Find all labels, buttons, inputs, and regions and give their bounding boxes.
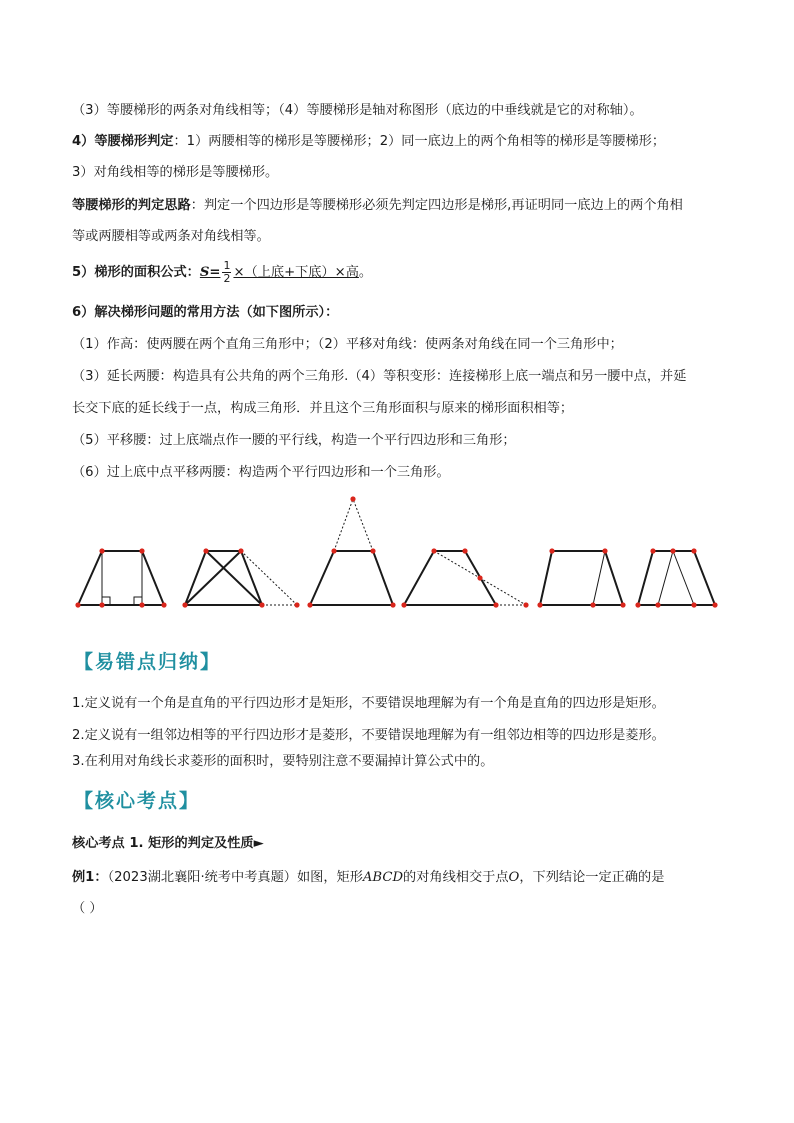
error-point-3: 3.在利用对角线长求菱形的面积时，要特别注意不要漏掉计算公式中的。	[72, 754, 494, 769]
fig-translate-leg	[540, 551, 623, 605]
fig-heights	[78, 551, 164, 605]
error-points-heading: 【易错点归纳】	[74, 651, 222, 673]
prop-line-5: 等或两腰相等或两条对角线相等。	[72, 229, 270, 244]
criteria-approach-text: ：判定一个四边形是等腰梯形必须先判定四边形是梯形,再证明同一底边上的两个角相	[190, 198, 683, 213]
point-name: O	[508, 870, 520, 885]
area-formula-line	[72, 258, 372, 288]
method-line-3: 长交下底的延长线于一点，构成三角形．并且这个三角形面积与原来的梯形面积相等；	[72, 401, 574, 416]
example-label: 例1：	[72, 870, 108, 885]
fig-equal-area	[404, 551, 526, 605]
fig-translate-diagonal	[185, 551, 297, 605]
fig-extend-legs	[310, 499, 393, 605]
core-points-heading: 【核心考点】	[74, 790, 201, 812]
area-formula-body: ×（上底+下底）×高	[233, 265, 359, 280]
fig-translate-both-legs	[638, 551, 715, 605]
methods-title: 6）解决梯形问题的常用方法（如下图所示）：	[72, 305, 339, 320]
trapezoid-methods-figure	[70, 495, 730, 615]
prop-line-3: 3）对角线相等的梯形是等腰梯形。	[72, 165, 279, 180]
core-point-1-title: 核心考点 1. 矩形的判定及性质►	[72, 836, 264, 851]
prop-line-1: （3）等腰梯形的两条对角线相等；（4）等腰梯形是轴对称图形（底边的中垂线就是它的对称轴）。	[72, 103, 643, 118]
area-formula-label: 5）梯形的面积公式：	[72, 265, 200, 280]
isosceles-trapezoid-criteria-label: 4）等腰梯形判定	[72, 134, 174, 149]
vertex-dots	[75, 496, 717, 607]
prop-line-2	[72, 132, 665, 152]
method-line-2: （3）延长两腰：构造具有公共角的两个三角形.（4）等积变形：连接梯形上底一端点和另一腰中点，并延	[72, 369, 687, 384]
criteria-approach-label: 等腰梯形的判定思路	[72, 198, 191, 213]
fraction-one-half: $\frac{1}{2}$	[223, 258, 231, 285]
method-line-1: （1）作高：使两腰在两个直角三角形中；（2）平移对角线：使两条对角线在同一个三角形中；	[72, 337, 623, 352]
method-line-5: （6）过上底中点平移两腰：构造两个平行四边形和一个三角形。	[72, 465, 450, 480]
example-1-line: 例1：（2023湖北襄阳·统考中考真题）如图，矩形ABCD的对角线相交于点O，下列结论一定正确的是	[72, 870, 665, 885]
error-point-2: 2.定义说有一组邻边相等的平行四边形才是菱形，不要错误地理解为有一组邻边相等的四边形是菱形。	[72, 728, 665, 743]
rectangle-name: ABCD	[362, 870, 404, 885]
example-source: （2023湖北襄阳·统考中考真题）	[107, 870, 297, 885]
isosceles-trapezoid-criteria-text: ：1）两腰相等的梯形是等腰梯形；2）同一底边上的两个角相等的梯形是等腰梯形；	[173, 134, 666, 149]
example-answer-blank: （ ）	[72, 901, 103, 916]
prop-line-4	[72, 196, 683, 216]
method-line-4: （5）平移腰：过上底端点作一腰的平行线，构造一个平行四边形和三角形；	[72, 433, 516, 448]
area-formula	[199, 258, 359, 285]
area-symbol: S=	[199, 265, 221, 280]
error-point-1: 1.定义说有一个角是直角的平行四边形才是矩形，不要错误地理解为有一个角是直角的四边形是矩形。	[72, 696, 665, 711]
area-formula-end: 。	[358, 265, 373, 280]
